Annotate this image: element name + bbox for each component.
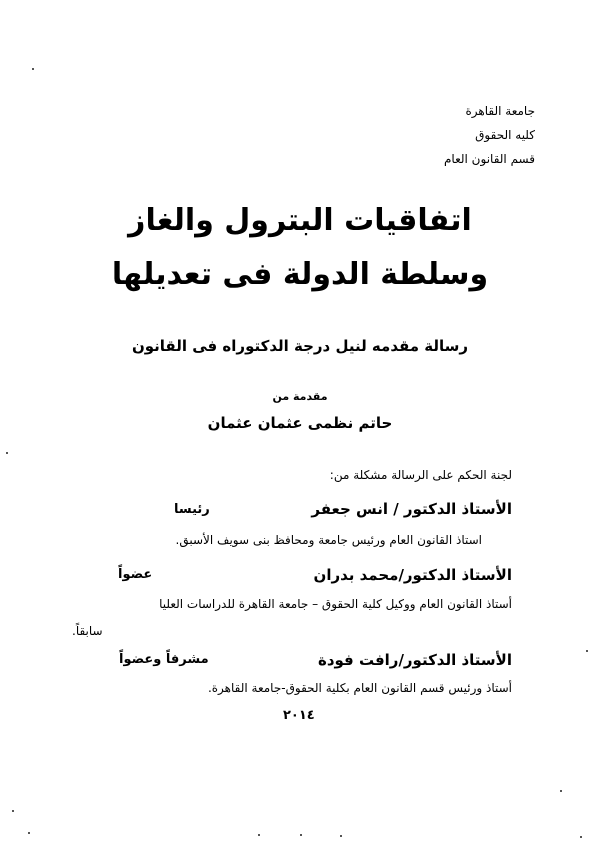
- scan-speck: [12, 810, 14, 812]
- member-role: رئيسا: [174, 502, 210, 517]
- scan-speck: [300, 834, 302, 836]
- member-description: استاذ القانون العام ورئيس جامعة ومحافظ بنى سويف الأسبق.: [175, 533, 482, 547]
- member-name: الأستاذ الدكتور / انس جعفر: [311, 500, 512, 518]
- scan-speck: [586, 650, 588, 652]
- thesis-title-line-1: اتفاقيات البترول والغاز: [128, 203, 472, 238]
- university-name: جامعة القاهرة: [465, 104, 535, 118]
- scan-speck: [340, 835, 342, 837]
- author-name: حاتم نظمى عثمان عثمان: [207, 414, 393, 432]
- member-role: عضواً: [118, 567, 153, 582]
- thesis-title-line-2: وسلطة الدولة فى تعديلها: [111, 257, 489, 292]
- member-role: مشرفاً وعضواً: [119, 652, 209, 667]
- faculty-name: كليه الحقوق: [475, 128, 535, 142]
- scan-speck: [560, 790, 562, 792]
- member-name: الأستاذ الدكتور/محمد بدران: [313, 566, 512, 584]
- member-name: الأستاذ الدكتور/رافت فودة: [317, 651, 512, 669]
- scan-speck: [28, 832, 30, 834]
- member-description: أستاذ ورئيس قسم القانون العام بكلية الحقوق-جامعة القاهرة.: [207, 681, 512, 695]
- member-description: أستاذ القانون العام ووكيل كلية الحقوق – جامعة القاهرة للدراسات العليا: [159, 597, 512, 611]
- thesis-degree-note: رسالة مقدمه لنيل درجة الدكتوراه فى القانون: [131, 337, 469, 355]
- scan-speck: [258, 834, 260, 836]
- committee-heading: لجنة الحكم على الرسالة مشكلة من:: [329, 468, 512, 482]
- submission-year: ٢٠١٤: [283, 708, 315, 723]
- department-name: قسم القانون العام: [444, 152, 535, 166]
- scan-speck: [32, 68, 34, 70]
- scan-speck: [6, 452, 8, 454]
- presented-by-label: مقدمة من: [272, 390, 328, 403]
- member-description-continued: سابقاً.: [72, 624, 103, 638]
- scan-speck: [580, 836, 582, 838]
